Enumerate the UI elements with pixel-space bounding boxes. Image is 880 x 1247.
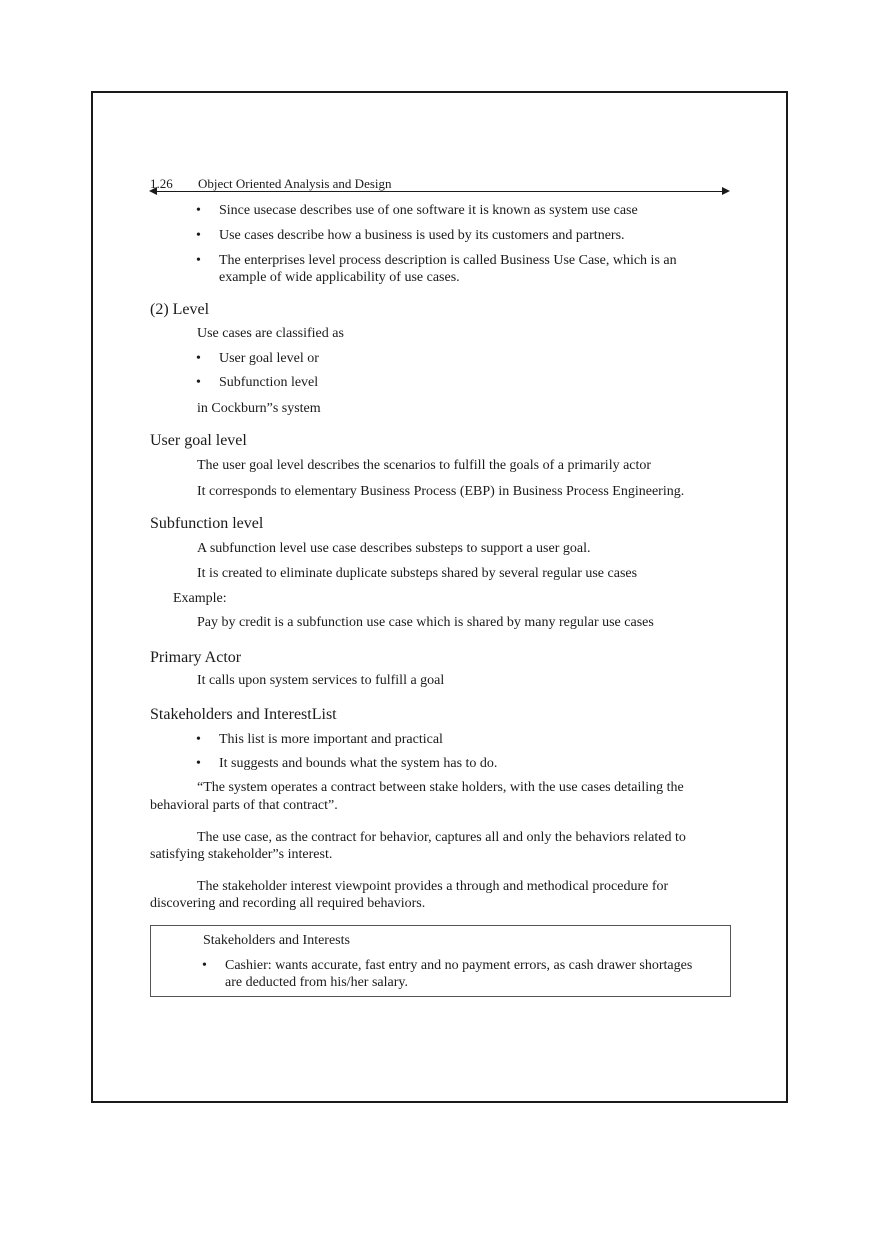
box-title: Stakeholders and Interests bbox=[203, 933, 350, 948]
arrow-right-icon bbox=[722, 187, 730, 195]
subfunction-line-1: A subfunction level use case describes substeps to support a user goal. bbox=[197, 541, 591, 556]
bullet-icon: • bbox=[196, 375, 201, 390]
subfunction-line-2: It is created to eliminate duplicate substeps shared by several regular use cases bbox=[197, 566, 638, 581]
stakeholders-heading: Stakeholders and InterestList bbox=[150, 706, 337, 723]
level-bullet-1: User goal level or bbox=[219, 351, 319, 366]
primary-actor-line: It calls upon system services to fulfill a goal bbox=[197, 673, 445, 688]
level-heading: (2) Level bbox=[150, 301, 210, 318]
arrow-left-icon bbox=[149, 187, 157, 195]
level-bullet-2: Subfunction level bbox=[219, 375, 319, 390]
example-text: Pay by credit is a subfunction use case which is shared by many regular use cases bbox=[197, 615, 654, 630]
user-goal-line-1: The user goal level describes the scenarios to fulfill the goals of a primarily actor bbox=[197, 458, 652, 473]
stakeholders-bullet-1: This list is more important and practical bbox=[219, 732, 443, 747]
subfunction-heading: Subfunction level bbox=[150, 515, 264, 532]
bullet-icon: • bbox=[202, 958, 207, 973]
paragraph-3-line-2: discovering and recording all required behaviors. bbox=[150, 896, 426, 911]
paragraph-3-line-1: The stakeholder interest viewpoint provides a through and methodical procedure for bbox=[197, 879, 669, 894]
bullet-icon: • bbox=[196, 756, 201, 771]
bullet-icon: • bbox=[196, 253, 201, 268]
primary-actor-heading: Primary Actor bbox=[150, 649, 242, 666]
box-bullet-line-2: are deducted from his/her salary. bbox=[225, 975, 408, 990]
bullet-icon: • bbox=[196, 228, 201, 243]
intro-bullet-1: Since usecase describes use of one software it is known as system use case bbox=[219, 203, 638, 218]
bullet-icon: • bbox=[196, 203, 201, 218]
paragraph-2-line-2: satisfying stakeholder”s interest. bbox=[150, 847, 333, 862]
paragraph-1-line-1: “The system operates a contract between stake holders, with the use cases detailing the bbox=[197, 780, 684, 795]
intro-bullet-2: Use cases describe how a business is used by its customers and partners. bbox=[219, 228, 625, 243]
level-outro: in Cockburn”s system bbox=[197, 401, 321, 416]
intro-bullet-3-cont: example of wide applicability of use cases. bbox=[219, 270, 460, 285]
stakeholders-bullet-2: It suggests and bounds what the system has to do. bbox=[219, 756, 498, 771]
user-goal-line-2: It corresponds to elementary Business Process (EBP) in Business Process Engineering. bbox=[197, 484, 685, 499]
user-goal-heading: User goal level bbox=[150, 432, 247, 449]
bullet-icon: • bbox=[196, 732, 201, 747]
level-intro: Use cases are classified as bbox=[197, 326, 344, 341]
example-label: Example: bbox=[173, 591, 227, 606]
header-rule bbox=[152, 191, 726, 192]
box-bullet-line-1: Cashier: wants accurate, fast entry and no payment errors, as cash drawer shortages bbox=[225, 958, 693, 973]
book-title: Object Oriented Analysis and Design bbox=[198, 176, 392, 191]
intro-bullet-3: The enterprises level process description is called Business Use Case, which is an bbox=[219, 253, 677, 268]
paragraph-2-line-1: The use case, as the contract for behavior, captures all and only the behaviors related to bbox=[197, 830, 686, 845]
bullet-icon: • bbox=[196, 351, 201, 366]
page-number: 1.26 bbox=[150, 176, 173, 191]
paragraph-1-line-2: behavioral parts of that contract”. bbox=[150, 798, 338, 813]
